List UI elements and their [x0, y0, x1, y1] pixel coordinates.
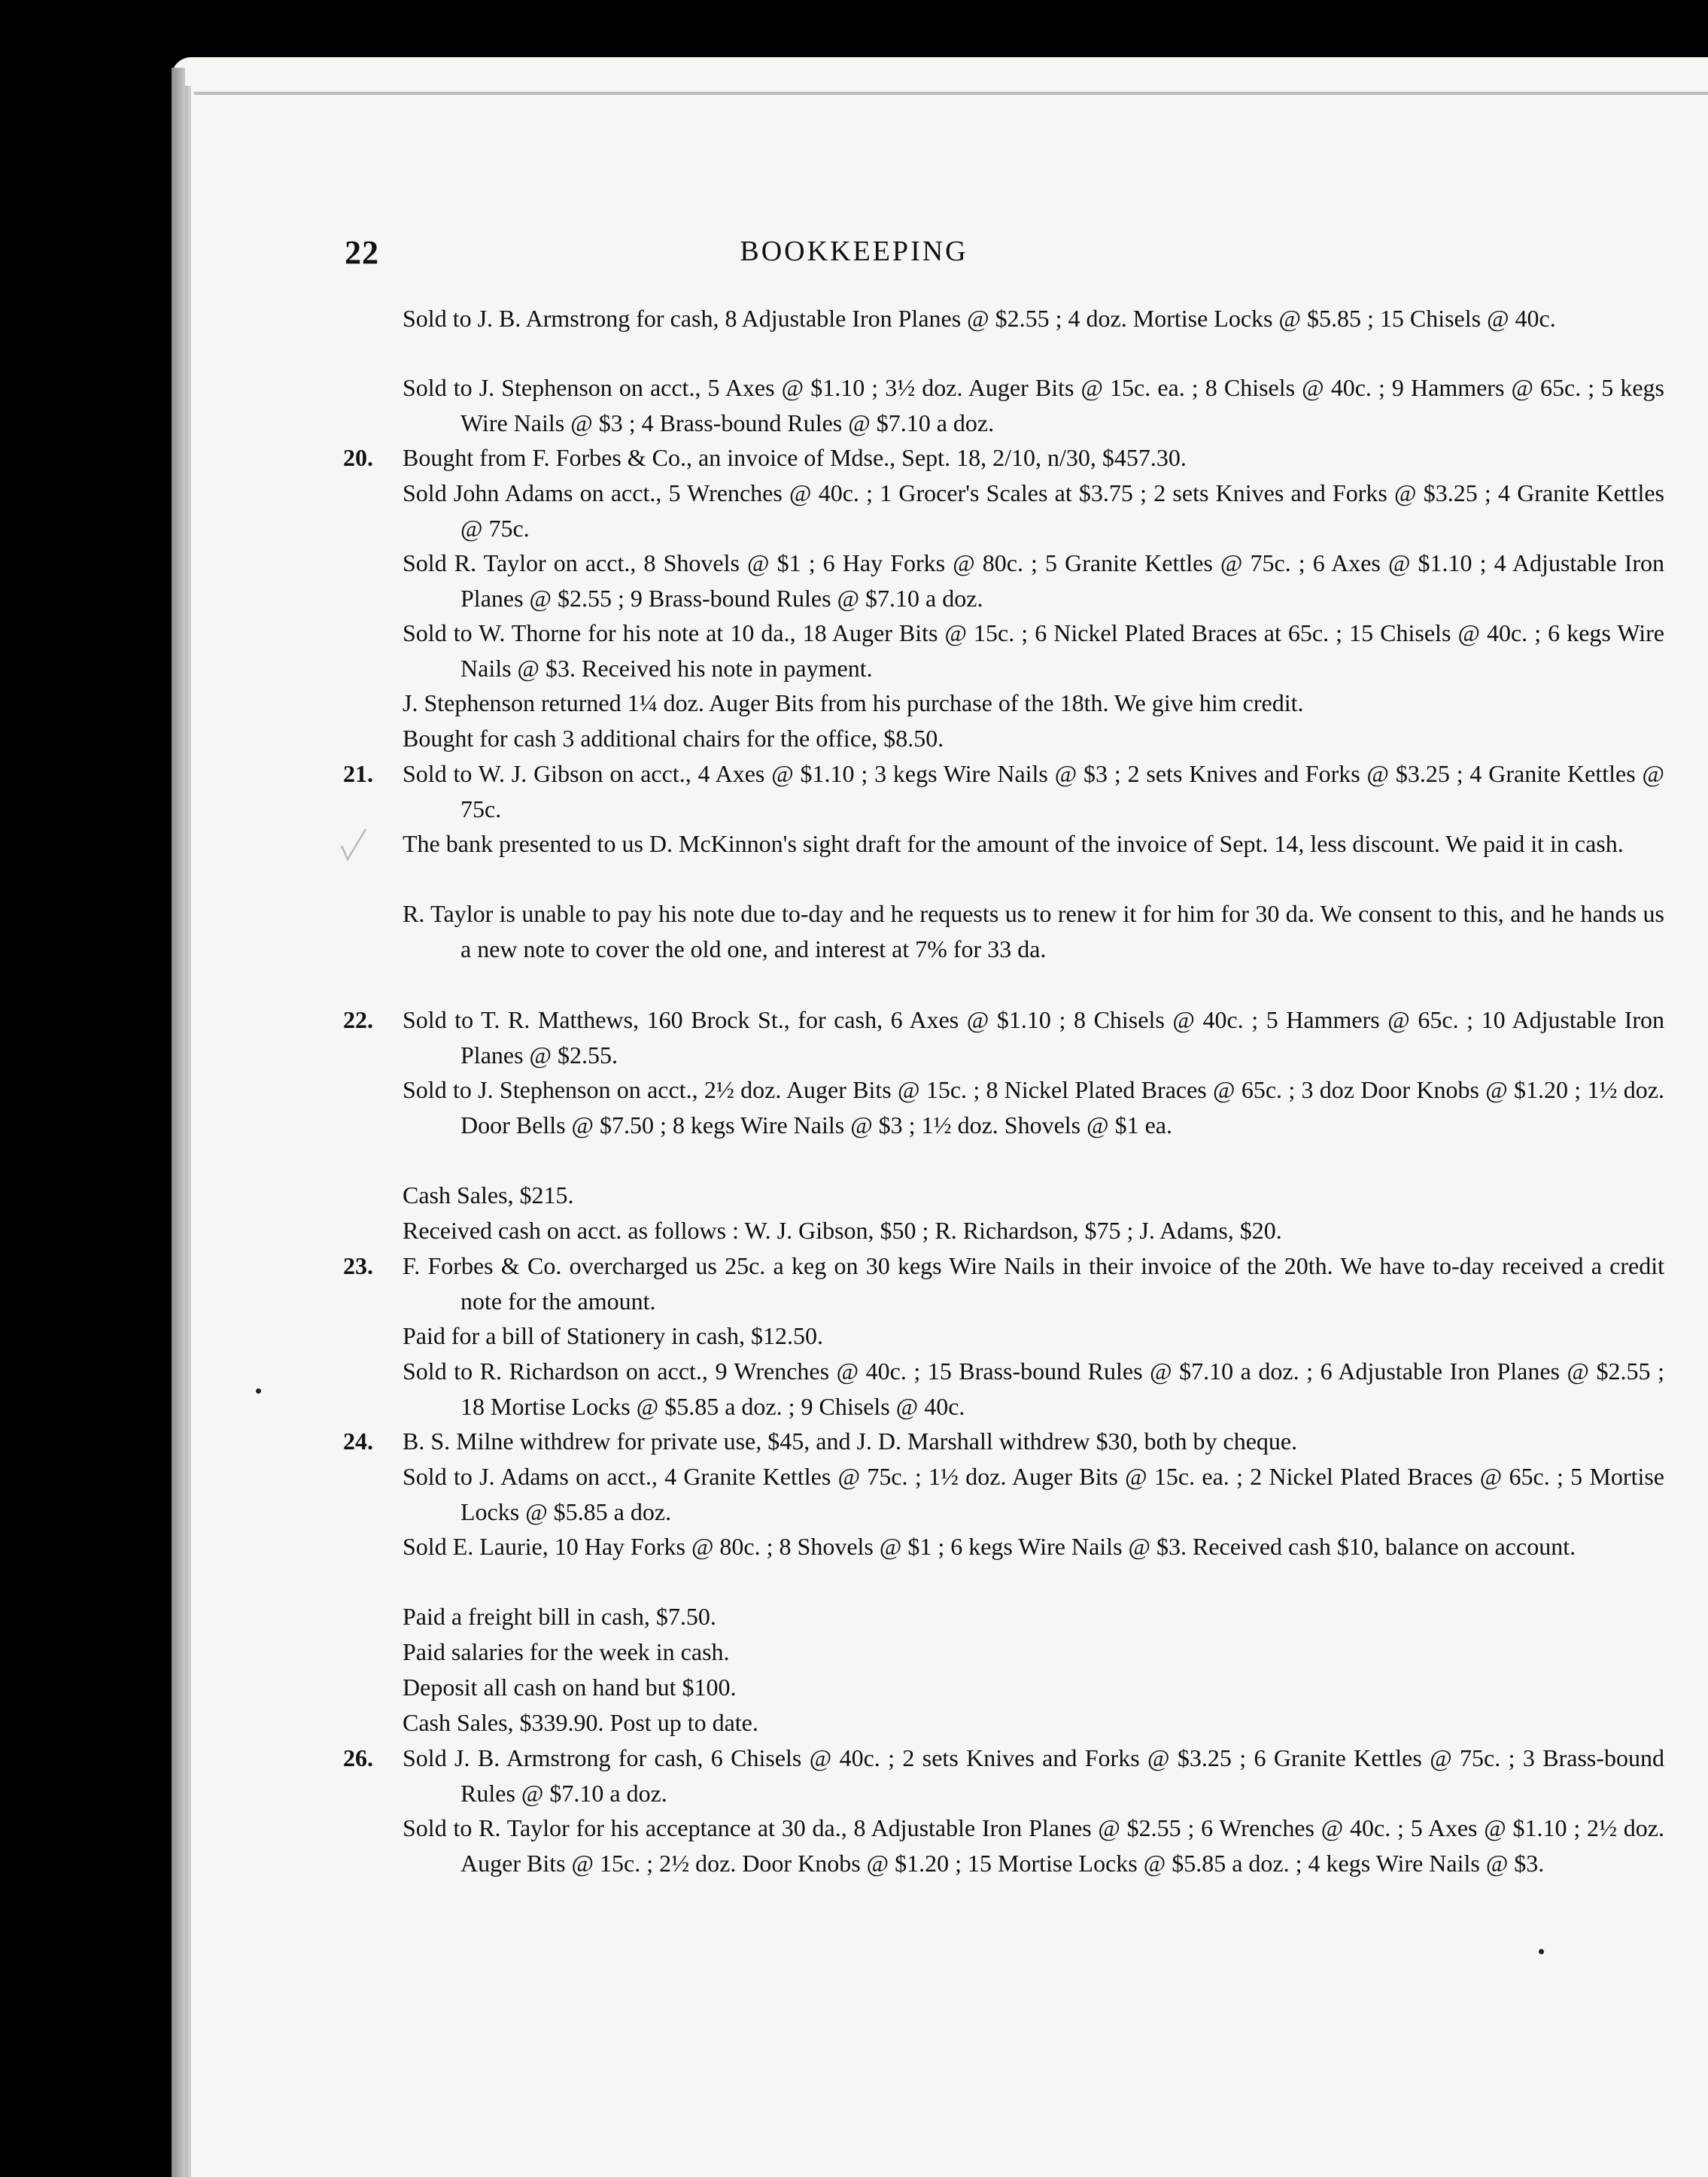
entry-text: Sold to T. R. Matthews, 160 Brock St., for cash, 6 Axes @ $1.10 ; 8 Chisels @ 40c. ; 5 Hammers @ 65c. ; 10 Adjustable Iron Planes @ $2.55.	[403, 1006, 1664, 1069]
entry-text: Sold to J. Stephenson on acct., 2½ doz. Auger Bits @ 15c. ; 8 Nickel Plated Braces @ 65c. ; 3 doz Door Knobs @ $1.20 ; 1½ doz. Door Bells @ $7.50 ; 8 kegs Wire Nails @ $3 ; 1½ doz. Shovels @ $1 ea.	[403, 1076, 1664, 1139]
entry-text: Sold E. Laurie, 10 Hay Forks @ 80c. ; 8 Shovels @ $1 ; 6 kegs Wire Nails @ $3. Received cash $10, balance on account.	[403, 1533, 1576, 1560]
entry-text: Sold J. B. Armstrong for cash, 6 Chisels @ 40c. ; 2 sets Knives and Forks @ $3.25 ; 6 Granite Kettles @ 75c. ; 3 Brass-bound Rules @ $7.10 a doz.	[403, 1744, 1664, 1807]
entry-text: Sold to R. Taylor for his acceptance at 30 da., 8 Adjustable Iron Planes @ $2.55 ; 6 Wrenches @ 40c. ; 5 Axes @ $1.10 ; 2½ doz. Auger Bits @ 15c. ; 2½ doz. Door Knobs @ $1.20 ; 15 Mortise Locks @ $5.85 a doz. ; 4 kegs Wire Nails @ $3.	[403, 1814, 1664, 1877]
entry-text: Sold to W. J. Gibson on acct., 4 Axes @ $1.10 ; 3 kegs Wire Nails @ $3 ; 2 sets Knives and Forks @ $3.25 ; 4 Granite Kettles @ 75c.	[403, 760, 1664, 822]
page-edge	[185, 86, 191, 2177]
entry-text: Paid salaries for the week in cash.	[403, 1638, 730, 1665]
entry-text: J. Stephenson returned 1¼ doz. Auger Bits from his purchase of the 18th. We give him credit.	[403, 689, 1304, 716]
page-number: 22	[345, 234, 379, 271]
entry-text: Sold R. Taylor on acct., 8 Shovels @ $1 ; 6 Hay Forks @ 80c. ; 5 Granite Kettles @ 75c. ; 6 Axes @ $1.10 ; 4 Adjustable Iron Planes @ $2.55 ; 9 Brass-bound Rules @ $7.10 a doz.	[403, 549, 1664, 612]
entry-text: F. Forbes & Co. overcharged us 25c. a keg on 30 kegs Wire Nails in their invoice of the 20th. We have to-day received a credit note for the amount.	[403, 1252, 1664, 1315]
entry-text: Cash Sales, $339.90. Post up to date.	[403, 1709, 758, 1736]
entry-text: Sold to W. Thorne for his note at 10 da., 18 Auger Bits @ 15c. ; 6 Nickel Plated Braces at 65c. ; 15 Chisels @ 40c. ; 6 kegs Wire Nails @ $3. Received his note in payment.	[403, 619, 1664, 682]
entry-text: Sold to J. Stephenson on acct., 5 Axes @ $1.10 ; 3½ doz. Auger Bits @ 15c. ea. ; 8 Chisels @ 40c. ; 9 Hammers @ 65c. ; 5 kegs Wire Nails @ $3 ; 4 Brass-bound Rules @ $7.10 a doz.	[403, 374, 1664, 436]
entry-text: The bank presented to us D. McKinnon's sight draft for the amount of the invoice of Sept. 14, less discount. We paid it in cash.	[403, 830, 1624, 857]
entry-day: 20.	[343, 444, 373, 471]
entry-text: Sold to R. Richardson on acct., 9 Wrenches @ 40c. ; 15 Brass-bound Rules @ $7.10 a doz. ; 6 Adjustable Iron Planes @ $2.55 ; 18 Mortise Locks @ $5.85 a doz. ; 9 Chisels @ 40c.	[403, 1358, 1664, 1420]
entry-text: Deposit all cash on hand but $100.	[403, 1674, 737, 1701]
entry-text: Paid a freight bill in cash, $7.50.	[403, 1603, 716, 1630]
running-head: BOOKKEEPING	[740, 236, 968, 267]
entry-day: 22.	[343, 1006, 373, 1033]
entry-text: Sold John Adams on acct., 5 Wrenches @ 40c. ; 1 Grocer's Scales at $3.75 ; 2 sets Knives and Forks @ $3.25 ; 4 Granite Kettles @ 75c.	[403, 479, 1664, 542]
entry-day: 23.	[343, 1252, 373, 1279]
scan-speck	[256, 1388, 261, 1394]
entry-text: Sold to J. Adams on acct., 4 Granite Kettles @ 75c. ; 1½ doz. Auger Bits @ 15c. ea. ; 2 Nickel Plated Braces @ 65c. ; 5 Mortise Locks @ $5.85 a doz.	[403, 1463, 1664, 1525]
entry-text: Sold to J. B. Armstrong for cash, 8 Adjustable Iron Planes @ $2.55 ; 4 doz. Mortise Locks @ $5.85 ; 15 Chisels @ 40c.	[403, 305, 1556, 332]
entry-text: Cash Sales, $215.	[403, 1181, 574, 1209]
page-binding-shadow	[172, 68, 185, 2177]
entry-text: Received cash on acct. as follows : W. J. Gibson, $50 ; R. Richardson, $75 ; J. Adams, $20.	[403, 1217, 1282, 1244]
entry-day: 24.	[343, 1428, 373, 1455]
entry-text: Bought from F. Forbes & Co., an invoice of Mdse., Sept. 18, 2/10, n/30, $457.30.	[403, 444, 1187, 471]
entry-text: R. Taylor is unable to pay his note due to-day and he requests us to renew it for him for 30 da. We consent to this, and he hands us a new note to cover the old one, and interest at 7% for 33 da.	[403, 900, 1664, 962]
entry-day: 21.	[343, 760, 373, 787]
pencil-tick-mark	[340, 826, 367, 862]
scan-speck	[1539, 1949, 1544, 1954]
entry-text: B. S. Milne withdrew for private use, $45, and J. D. Marshall withdrew $30, both by cheque.	[403, 1428, 1298, 1455]
entry-text: Paid for a bill of Stationery in cash, $12.50.	[403, 1322, 824, 1349]
entry-text: Bought for cash 3 additional chairs for the office, $8.50.	[403, 725, 944, 752]
page-top-rule	[194, 92, 1708, 95]
entry-day: 26.	[343, 1744, 373, 1771]
